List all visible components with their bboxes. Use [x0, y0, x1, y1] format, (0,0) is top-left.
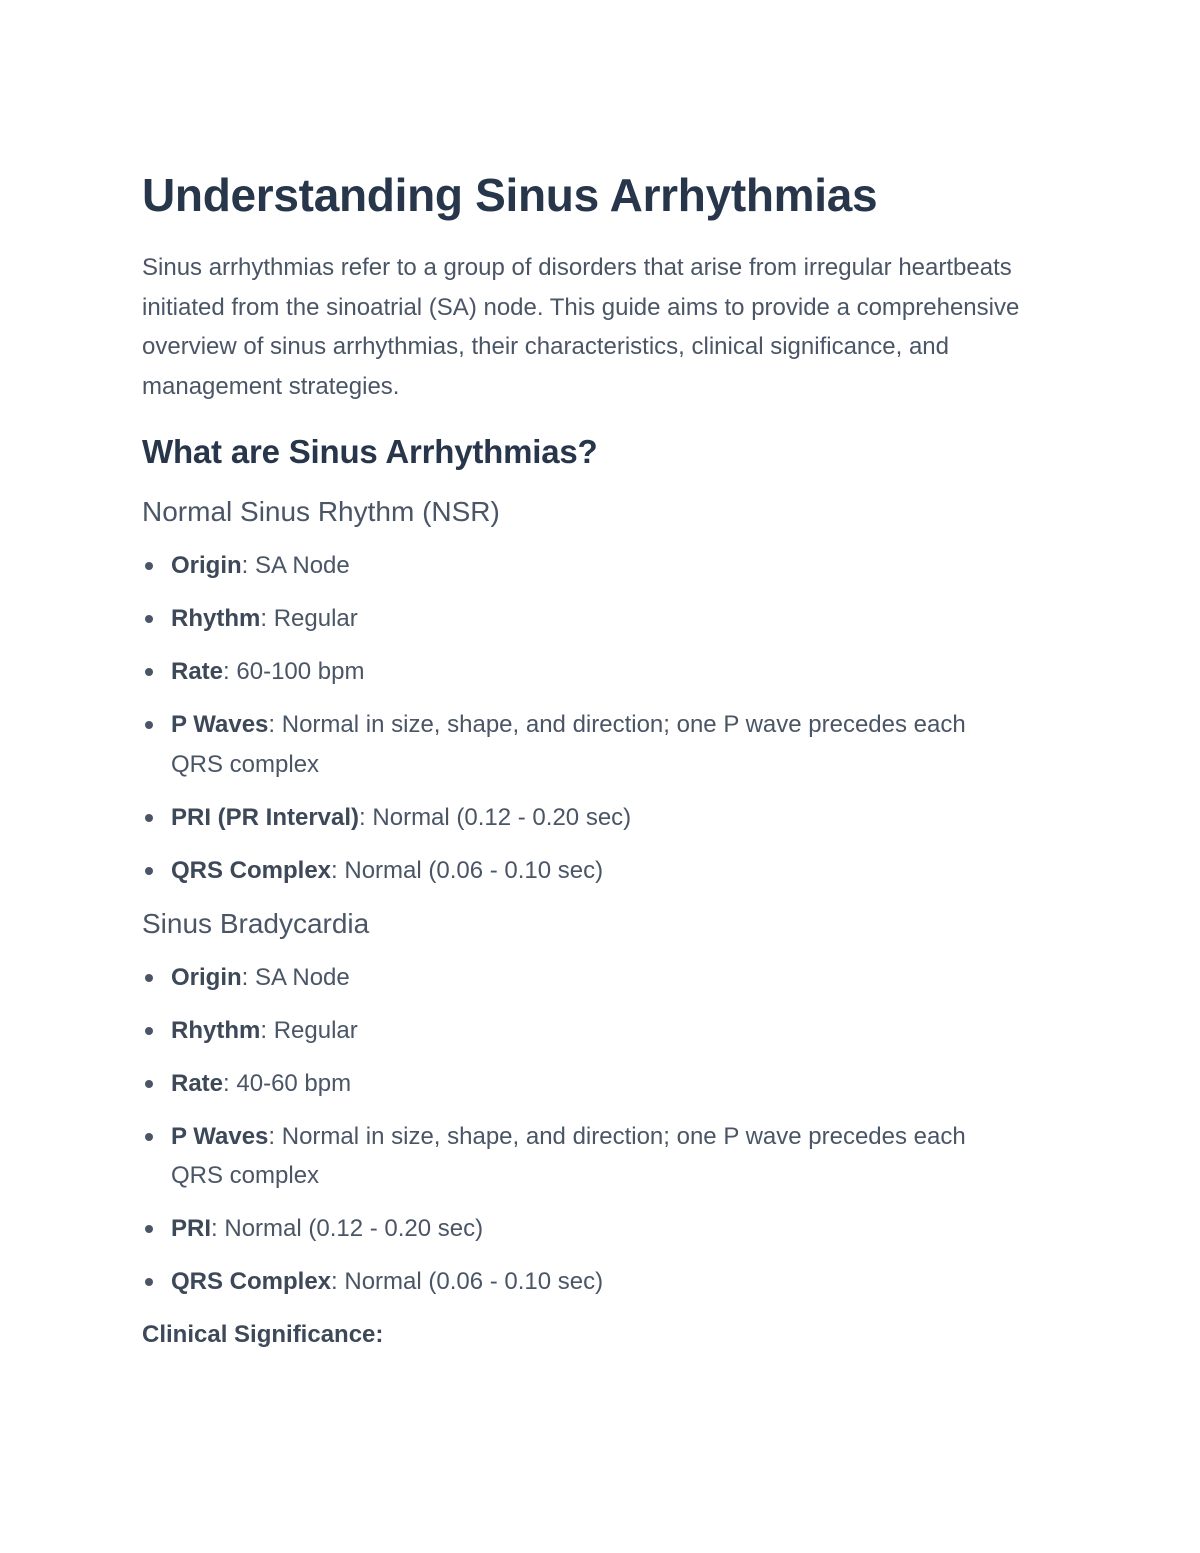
list-item: Rate: 40-60 bpm — [142, 1064, 1022, 1104]
item-label: Rate — [171, 1069, 224, 1097]
document-page — [142, 168, 1022, 1355]
brady-list — [142, 958, 1022, 1302]
item-label: QRS Complex — [171, 1268, 332, 1295]
item-value: Normal (0.06 - 0.10 sec) — [344, 1268, 604, 1295]
item-label: PRI — [171, 1215, 212, 1242]
item-value: Normal (0.06 - 0.10 sec) — [344, 856, 604, 884]
list-item: QRS Complex: Normal (0.06 - 0.10 sec) — [142, 1262, 1022, 1302]
item-value: Regular — [273, 605, 358, 632]
list-item: PRI: Normal (0.12 - 0.20 sec) — [142, 1209, 1022, 1249]
page-title: Understanding Sinus Arrhythmias — [142, 169, 878, 221]
list-item: PRI (PR Interval): Normal (0.12 - 0.20 sec) — [142, 798, 1022, 838]
list-item: Rhythm: Regular — [142, 599, 1022, 639]
bullet-icon — [145, 668, 153, 676]
item-label: Rate — [171, 658, 224, 685]
item-label: Rhythm — [171, 1016, 261, 1044]
nsr-list — [142, 546, 1022, 890]
bullet-icon — [145, 867, 153, 875]
section-heading: What are Sinus Arrhythmias? — [142, 433, 598, 470]
item-value: Normal (0.12 - 0.20 sec) — [224, 1215, 484, 1242]
list-item: Origin: SA Node — [142, 546, 1022, 586]
bullet-icon — [145, 974, 153, 982]
item-label: P Waves — [171, 711, 269, 738]
bullet-icon — [145, 1080, 153, 1088]
intro-paragraph: Sinus arrhythmias refer to a group of disorders that arise from irregular heartbeats initiated from the sinoatrial (SA) node. This guide aims to provide a comprehensive overview of sinus arrhythmias, their characteristics, clinical significance, and management strategies. — [142, 254, 1020, 400]
nsr-heading: Normal Sinus Rhythm (NSR) — [142, 496, 500, 527]
bullet-icon — [145, 1225, 153, 1233]
item-label: PRI (PR Interval) — [171, 803, 360, 831]
bullet-icon — [145, 721, 153, 729]
list-item: Rate: 60-100 bpm — [142, 652, 1022, 692]
bullet-icon — [145, 1133, 153, 1141]
list-item: Rhythm: Regular — [142, 1011, 1022, 1051]
item-value: SA Node — [255, 552, 350, 579]
bullet-icon — [145, 1278, 153, 1286]
item-label: Rhythm — [171, 605, 261, 632]
brady-heading: Sinus Bradycardia — [142, 907, 370, 939]
list-item: Origin: SA Node — [142, 958, 1022, 998]
item-value: Normal (0.12 - 0.20 sec) — [372, 803, 632, 831]
item-label: Origin — [171, 552, 242, 579]
item-label: P Waves — [171, 1122, 269, 1150]
item-label: QRS Complex — [171, 856, 332, 884]
bullet-icon — [145, 562, 153, 570]
item-label: Origin — [171, 963, 242, 991]
bullet-icon — [145, 1027, 153, 1035]
item-value: 60-100 bpm — [236, 658, 365, 685]
item-value: Regular — [273, 1016, 358, 1044]
item-value: 40-60 bpm — [236, 1069, 352, 1097]
bullet-icon — [145, 615, 153, 623]
list-item: P Waves: Normal in size, shape, and direction; one P wave precedes each QRS complex — [142, 1117, 1022, 1196]
item-value: Normal in size, shape, and direction; one P wave precedes each QRS complex — [171, 1122, 966, 1189]
bullet-icon — [145, 814, 153, 822]
item-value: Normal in size, shape, and direction; one P wave precedes each QRS complex — [171, 711, 966, 778]
clinical-significance-label: Clinical Significance: — [142, 1321, 384, 1348]
list-item: QRS Complex: Normal (0.06 - 0.10 sec) — [142, 851, 1022, 891]
list-item: P Waves: Normal in size, shape, and direction; one P wave precedes each QRS complex — [142, 705, 1022, 784]
item-value: SA Node — [255, 963, 350, 991]
